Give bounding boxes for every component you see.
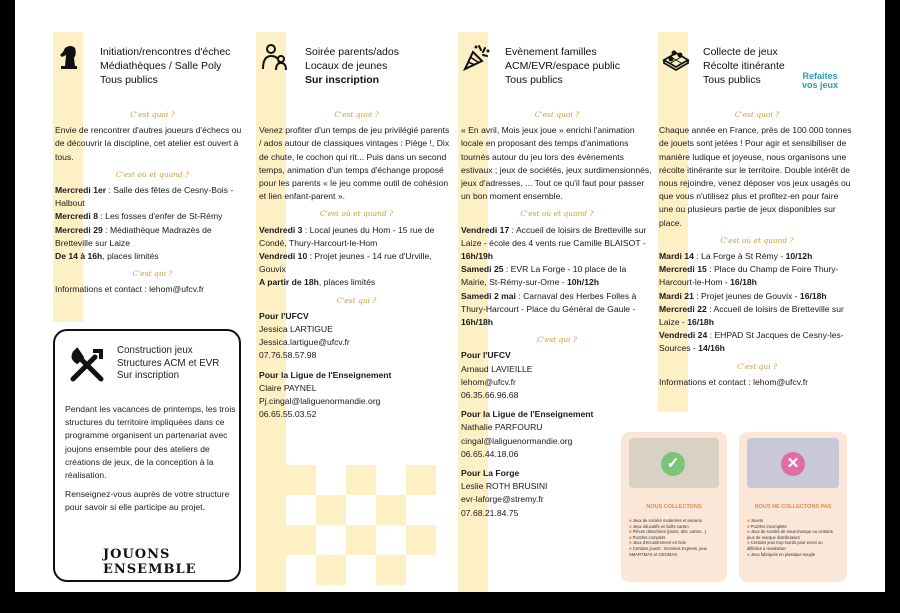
checker-decoration	[286, 525, 316, 555]
who-heading: C'est qui ?	[132, 269, 173, 279]
when-heading: C'est où et quand ?	[115, 169, 190, 179]
org-email[interactable]: Pj.cingal@laliguenormandie.org	[259, 396, 381, 407]
col1-body	[55, 104, 250, 297]
col3-date-1: Vendredi 17 : Accueil de loisirs de Bretteville sur Laize - école des 4 vents rue Camille BLAISOT - 16h/19h	[461, 224, 647, 262]
org-email[interactable]: evr-laforge@stremy.fr	[461, 494, 544, 505]
checker-decoration	[376, 555, 406, 585]
col1-date-1: Mercredi 1er : Salle des fêtes de Cesny-Bois -Halbout	[55, 185, 234, 209]
collect-tile	[621, 432, 727, 582]
what-heading: C'est quoi ?	[534, 110, 580, 119]
col4-header: Collecte de jeux Récolte itinérante Tous publics	[703, 46, 785, 86]
construction-card	[53, 329, 241, 582]
org-line: Claire PAYNEL	[259, 382, 317, 393]
org-phone: 07.68.21.84.75	[461, 507, 519, 518]
col2-org1: Pour l'UFCV	[259, 310, 309, 321]
what-heading: C'est quoi ?	[334, 110, 379, 119]
col4-contact: Informations et contact : lehom@ufcv.fr	[659, 376, 808, 387]
no-collect-tile	[739, 432, 847, 582]
collect-title: NOUS COLLECTONS	[646, 504, 702, 510]
checker-decoration	[316, 555, 346, 585]
card-paragraph-1: Pendant les vacances de printemps, les trois structures du territoire impliquées dans ce programme organisent un partenariat avec joujons ensemble pour des ateliers de créations de jeux, de la conception à la réalisation.	[65, 404, 236, 481]
checker-decoration	[406, 465, 436, 495]
org-phone: 07.76.58.57.98	[259, 350, 317, 361]
list-item: ■ Puzzles complets	[629, 535, 715, 541]
col2-hours: A partir de 18h, places limités	[259, 277, 376, 288]
who-heading: C'est qui ?	[737, 361, 777, 371]
col4-date-5: Vendredi 24 : EHPAD St Jacques de Cesny-les-Sources - 14/16h	[659, 330, 844, 354]
org-line: Jessica LARTIGUE	[259, 324, 333, 335]
list-item: ■ Jeux de société de sous-marque ou certains jeux de marque distributeurs	[747, 529, 833, 540]
org-phone: 06.35.66.96.68	[461, 390, 519, 401]
card-paragraph-2: Renseignez-vous auprès de votre structure pour savoir si elle participe au projet.	[65, 489, 230, 513]
col4-description: Chaque année en France, près de 100 000 tonnes de jouets sont jetées ! Pour agir et sensibiliser de manière ludique et joyeuse, nous organisons une récolte itinérante sur le territoire. Double intérêt de nous rejoindre, venez déposer vos jeux usagés ou que vous n'utilisez plus et profitez-en pour faire une ou plusieurs partie de jeux disponibles sur place.	[659, 125, 852, 228]
cross-icon: ✕	[781, 452, 805, 476]
what-heading: C'est quoi ?	[734, 110, 780, 119]
board-game-icon	[661, 44, 691, 74]
col1-date-2: Mercredi 8 : Les fosses d'enfer de St-Rémy	[55, 211, 223, 222]
refaites-vos-jeux-logo: Refaites vos jeux	[801, 71, 839, 90]
checker-decoration	[346, 525, 376, 555]
party-popper-icon	[461, 42, 491, 72]
col1-header: Initiation/rencontres d'échec Médiathèques / Salle Poly Tous publics	[100, 46, 231, 86]
who-heading: C'est qui ?	[537, 335, 577, 345]
card-text	[65, 403, 237, 515]
col2-org2: Pour la Ligue de l'Enseignement	[259, 369, 392, 380]
list-item: ■ Puzzles incomplets	[747, 524, 833, 530]
list-item: ■ Jeux éducatifs en boîte carton	[629, 524, 715, 530]
jouons-ensemble-logo: JOUONS ENSEMBLE	[103, 547, 197, 577]
list-item: ■ Jeux d'encastrement en bois	[629, 540, 715, 546]
card-header: Construction jeux Structures ACM et EVR Sur inscription	[117, 345, 220, 381]
col1-description: Envie de rencontrer d'autres joueurs d'échecs ou de découvrir la discipline, cet atelier est ouvert à tous.	[55, 125, 242, 162]
list-item: ■ Jouets	[747, 518, 833, 524]
chess-knight-icon	[55, 42, 85, 72]
org-line: Nathalie PARFOURU	[461, 422, 543, 433]
col2-description: Venez profiter d'un temps de jeu privilégié parents / ados autour de classiques vintages : Piège !, Dix de chute, le cochon qui rit... Puis dans un second temps, animation d'un temps d'échange proposé pour les parents « le jeu comme outil de cohésion et lien enfant-parent ».	[259, 125, 450, 202]
col3-description: « En avril, Mois jeux joue » enrichi l'animation locale en proposant des temps d'animations tournés autour du jeu lors des évènements estivaux ; jeux de sociétés, jeux surdimensionnés, jeux d'adresses, ... Tout ce qu'il faut pour passer un bon moment ensemble.	[461, 125, 652, 202]
no-collect-list	[747, 518, 833, 557]
org-email[interactable]: cingal@laliguenormandie.org	[461, 435, 573, 446]
col2-date-2: Vendredi 10 : Projet jeunes - 14 rue d'Urville, Gouvix	[259, 251, 432, 275]
parent-child-icon	[259, 42, 289, 72]
collect-list	[629, 518, 715, 557]
org-phone: 06.65.55.03.52	[259, 409, 317, 420]
when-heading: C'est où et quand ?	[720, 235, 794, 245]
who-heading: C'est qui ?	[336, 295, 377, 305]
col4-date-4: Mercredi 22 : Accueil de loisirs de Bretteville sur Laize - 16/18h	[659, 303, 844, 328]
col4-body	[659, 104, 855, 389]
org-phone: 06.65.44.18.06	[461, 448, 519, 459]
col3-org3: Pour La Forge	[461, 468, 520, 479]
col4-date-2: Mercredi 15 : Place du Champ de Foire Thury-Harcourt-le-Hom - 16/18h	[659, 264, 839, 288]
col3-org1: Pour l'UFCV	[461, 350, 511, 361]
when-heading: C'est où et quand ?	[319, 209, 394, 219]
list-item: ■ Certains jeux trop lourds pour envoi ou difficiles à revaloriser	[747, 540, 833, 551]
when-heading: C'est où et quand ?	[520, 209, 594, 219]
col3-org2: Pour la Ligue de l'Enseignement	[461, 409, 594, 420]
org-line: Leslie ROTH BRUSINI	[461, 481, 548, 492]
col3-date-2: Samedi 25 : EVR La Forge - 10 place de la Mairie, St-Rémy-sur-Orne - 10h/12h	[461, 264, 627, 288]
tools-icon	[67, 345, 107, 385]
col4-date-1: Mardi 14 : La Forge à St Rémy - 10/12h	[659, 251, 813, 262]
checker-decoration	[406, 525, 436, 555]
list-item: ■ Pièces détachées (pions, dés, cartes...)	[629, 529, 715, 535]
col1-contact: Informations et contact : lehom@ufcv.fr	[55, 284, 204, 295]
checker-decoration	[346, 465, 376, 495]
col2-header: Soirée parents/ados Locaux de jeunes Sur inscription	[305, 46, 399, 86]
list-item: ■ Jeux de société modernes et anciens	[629, 518, 715, 524]
checker-decoration	[286, 465, 316, 495]
list-item: ■ Jeux fabriqués en plastique souple	[747, 552, 833, 558]
col2-body	[259, 104, 454, 421]
col2-date-1: Vendredi 3 : Local jeunes du Hom - 15 rue de Condé, Thury-Harcourt-le-Hom	[259, 224, 435, 248]
list-item: ■ Certains jouets : Dominos Express, jeux SMARTMAX et GEOMAG	[629, 546, 715, 557]
org-line: Arnaud LAVIEILLE	[461, 363, 533, 374]
check-icon: ✓	[661, 452, 685, 476]
col3-date-3: Samedi 2 mai : Carnaval des Herbes Folles à Thury-Harcourt - Place du Général de Gaule - 16h/18h	[461, 290, 637, 328]
col1-hours: De 14 à 16h, places limités	[55, 251, 159, 262]
what-heading: C'est quoi ?	[130, 110, 175, 119]
brochure-page	[15, 0, 885, 592]
checker-decoration	[376, 495, 406, 525]
col3-header: Evènement familles ACM/EVR/espace public Tous publics	[505, 46, 620, 86]
no-collect-title: NOUS NE COLLECTONS PAS	[754, 504, 832, 510]
org-email[interactable]: Jessica.lartigue@ufcv.fr	[259, 337, 350, 348]
col4-date-3: Mardi 21 : Projet jeunes de Gouvix - 16/18h	[659, 290, 827, 301]
checker-decoration	[316, 495, 346, 525]
org-email[interactable]: lehom@ufcv.fr	[461, 376, 516, 387]
col1-date-3: Mercredi 29 : Médiathèque Madrazès de Bretteville sur Laize	[55, 224, 212, 248]
